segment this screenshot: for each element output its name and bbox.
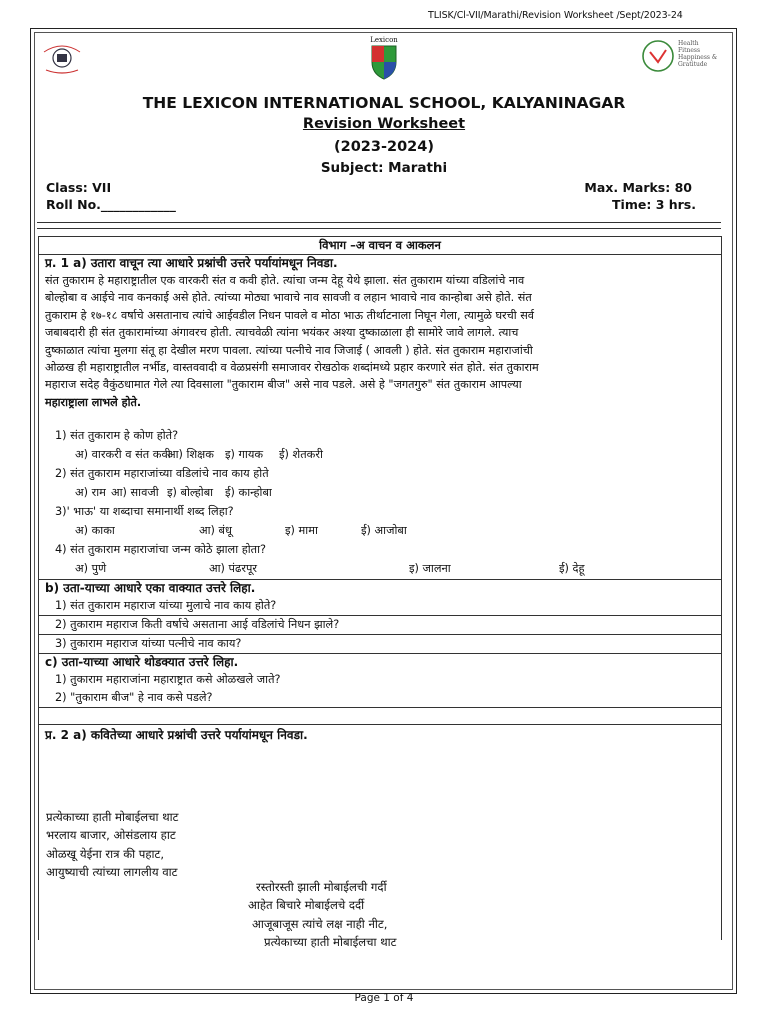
short-question-3-row [39, 635, 722, 654]
section-heading: विभाग –अ वाचन व आकलन [39, 237, 722, 255]
poem-line: रस्तोरस्ती झाली मोबाईलची गर्दी [256, 880, 387, 894]
q1b-heading: b) उता-याच्या आधारे एका वाक्यात उत्तरे लिहा. [45, 581, 256, 596]
page-number: Page 1 of 4 [354, 992, 414, 1004]
mcq-question-1: 1) संत तुकाराम हे कोण होते? [55, 429, 179, 443]
time-label: Time: 3 hrs. [612, 197, 696, 212]
school-name: THE LEXICON INTERNATIONAL SCHOOL, KALYANINAGAR [142, 94, 626, 112]
q1a-heading: प्र. 1 a) उतारा वाचून त्या आधारे प्रश्नांची उत्तरे पर्यायांमधून निवडा. [45, 256, 338, 270]
empty-row [39, 708, 722, 725]
poem-stanza-2 [248, 878, 396, 952]
option: ई) शेतकरी [279, 448, 323, 462]
logo-text-line-1: Health [678, 40, 699, 47]
q1b-block [39, 580, 722, 616]
document-reference: TLISK/Cl-VII/Marathi/Revision Worksheet /Sept/2023-24 [428, 10, 683, 21]
passage-line: दुष्काळात त्यांचा मुलगा संतू हा देखील मरण पावला. त्यांच्या पत्नीचे नाव जिजाई ( आवली ) होते. संत तुकाराम महाराजांची [45, 343, 533, 357]
option: इ) जालना [409, 562, 451, 576]
option: अ) पुणे [75, 562, 107, 576]
brief-question-1: 1) तुकाराम महाराजांना महाराष्ट्रात कसे ओळखले जाते? [55, 673, 281, 687]
option: इ) गायक [225, 448, 264, 462]
logo-text-line-3: Happiness & [678, 54, 718, 61]
subject-label: Subject: Marathi [320, 160, 448, 176]
passage-line: ओळख ही महाराष्ट्रातील नर्भीड, वास्तववादी व वेळप्रसंगी समाजावर रोखठोक शब्दांमध्ये प्रहार करणारे संत होते. संत तुकाराम [45, 361, 539, 375]
short-question-2: 2) तुकाराम महाराज किती वर्षाचे असताना आई वडिलांचे निधन झाले? [55, 618, 340, 632]
q1c-block [39, 654, 722, 708]
roll-number-label: Roll No.____________ [46, 197, 176, 212]
logo-wordmark: Lexicon [370, 36, 398, 44]
option: ई) कान्होबा [225, 486, 272, 500]
option: अ) वारकरी व संत कवी [75, 448, 171, 462]
divider-rule-2 [37, 228, 721, 229]
school-logo-center [364, 36, 404, 82]
q2a-heading: प्र. 2 a) कवितेच्या आधारे प्रश्नांची उत्तरे पर्यायांमधून निवडा. [45, 728, 308, 743]
mcq-options-3 [45, 521, 715, 541]
poem-line: प्रत्येकाच्या हाती मोबाईलचा थाट [264, 935, 397, 950]
mcq-options-1 [45, 445, 715, 465]
passage-line: बोल्होबा व आईचे नाव कनकाई असे होते. त्यांच्या मोठ्या भावाचे नाव सावजी व लहान भावाचे नाव कान्होबा असे होते. संत [45, 291, 532, 305]
option: ई) आजोबा [361, 524, 407, 538]
short-question-2-row [39, 616, 722, 635]
poem-line: ओळखू येईना रात्र की पहाट, [46, 846, 165, 861]
health-fitness-logo-right [640, 38, 720, 78]
mcq-options-2 [45, 483, 715, 503]
poem-line: प्रत्येकाच्या हाती मोबाईलचा थाट [46, 810, 179, 824]
mcq-question-2: 2) संत तुकाराम महाराजांच्या वडिलांचे नाव काय होते [55, 467, 269, 481]
mcq-question-4: 4) संत तुकाराम महाराजांचा जन्म कोठे झाला होता? [55, 543, 267, 557]
option: आ) बंधू [199, 524, 232, 538]
option: इ) बोल्होबा [167, 486, 214, 500]
school-crest-logo-left [40, 38, 84, 78]
max-marks-label: Max. Marks: 80 [584, 180, 692, 195]
brief-question-2: 2) "तुकाराम बीज" हे नाव कसे पडले? [55, 691, 213, 705]
passage-line: जबाबदारी ही संत तुकारामांच्या अंगावरच होती. त्याचवेळी त्यांना भयंकर अश्या दुष्काळाला ही सामोरे जावे लागले. त्याच [45, 326, 519, 340]
option: अ) काका [75, 524, 115, 538]
option: आ) पंढरपूर [209, 562, 257, 576]
passage-line: महाराज सदेह वैकुंठधामात गेले त्या दिवसाला "तुकाराम बीज" असे नाव पडले. असे हे "जगतगुरु" संत तुकाराम आपल्या [45, 378, 522, 392]
q1c-heading: c) उता-याच्या आधारे थोडक्यात उत्तरे लिहा. [45, 655, 239, 670]
mcq-options-4 [45, 559, 715, 579]
logo-text-line-2: Fitness [678, 47, 701, 54]
short-question-1: 1) संत तुकाराम महाराज यांच्या मुलाचे नाव काय होते? [55, 599, 277, 613]
passage-line: महाराष्ट्राला लाभले होते. [45, 395, 142, 409]
reading-passage [45, 272, 715, 411]
passage-line: संत तुकाराम हे महाराष्ट्रातील एक वारकरी संत व कवी होते. त्यांचा जन्म देहू येथे झाला. संत तुकाराम यांच्या वडिलांचे नाव [45, 274, 525, 287]
option: ई) देहू [559, 562, 585, 576]
divider-rule-1 [37, 222, 721, 223]
logo-text-line-4: Gratitude [678, 61, 708, 68]
option: आ) सावजी [111, 486, 159, 500]
worksheet-title: Revision Worksheet [302, 116, 466, 132]
poem-line: आजूबाजूस त्यांचे लक्ष नाही नीट, [252, 916, 388, 931]
option: इ) मामा [285, 524, 318, 538]
class-label: Class: VII [46, 180, 112, 195]
poem-line: भरलाय बाजार, ओसंडलाय हाट [46, 828, 176, 843]
poem-stanza-1 [46, 808, 178, 882]
passage-line: तुकाराम हे १७-१८ वर्षाचे असतानाच त्यांचे आईवडील निधन पावले व मोठा भाऊ तीर्थाटनाला निघून गेला, त्यामुळे घरची सर्व [45, 308, 534, 322]
mcq-question-3: 3)' भाऊ' या शब्दाचा समानार्थी शब्द लिहा? [55, 505, 234, 519]
option: अ) राम [75, 486, 106, 500]
q1-block [39, 255, 722, 580]
short-question-3: 3) तुकाराम महाराज यांच्या पत्नीचे नाव काय? [55, 637, 242, 651]
poem-line: आहेत बिचारे मोबाईलचे दर्दी [248, 898, 365, 913]
academic-year: (2023-2024) [334, 139, 434, 155]
option: आ) शिक्षक [167, 448, 214, 462]
poem-line: आयुष्याची त्यांच्या लागलीय वाट [46, 865, 178, 880]
